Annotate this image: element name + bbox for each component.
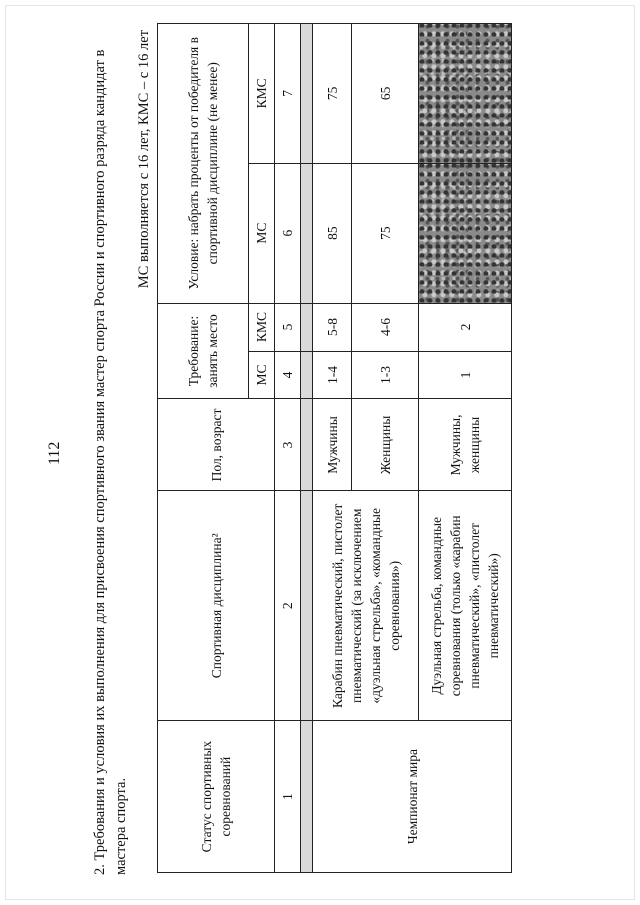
section-heading: 2. Требования и условия их выполнения для присвоения спортивного звания мастер спорта России и спортивного разряда кандидат в мастера спорта. — [92, 49, 129, 875]
header-kms-percent: КМС — [249, 24, 275, 164]
percent-kms-cell: 65 — [352, 24, 419, 164]
column-number-row — [275, 24, 301, 873]
place-ms-cell: 1-3 — [352, 351, 419, 399]
header-discipline: Спортивная дисциплина² — [158, 491, 275, 721]
header-row — [158, 24, 249, 873]
place-ms-cell: 1-4 — [313, 351, 352, 399]
header-percent-condition: Условие: набрать проценты от победителя в спортивной дисциплине (не менее) — [158, 24, 249, 304]
percent-ms-cell: 85 — [313, 163, 352, 303]
separator-cell — [301, 399, 313, 491]
gender-cell: Мужчины — [313, 399, 352, 491]
separator-cell — [301, 351, 313, 399]
separator-cell — [301, 163, 313, 303]
requirements-table — [157, 23, 512, 873]
header-status: Статус спортивных соревнований — [158, 721, 275, 873]
page-number: 112 — [46, 441, 63, 465]
col-number: 6 — [275, 163, 301, 303]
gender-cell: Мужчины, женщины — [419, 399, 512, 491]
table-row — [313, 24, 352, 873]
separator-row — [301, 24, 313, 873]
age-note: МС выполняется с 16 лет, КМС – с 16 лет — [136, 30, 152, 289]
discipline-cell: Карабин пневматический, пистолет пневматический (за исключением «дуэльная стрельба», «командные соревнования») — [313, 491, 419, 721]
status-cell: Чемпионат мира — [313, 721, 512, 873]
col-number: 1 — [275, 721, 301, 873]
header-kms-place: КМС — [249, 303, 275, 351]
separator-cell — [301, 491, 313, 721]
header-gender-age: Пол, возраст — [158, 399, 275, 491]
col-number: 2 — [275, 491, 301, 721]
separator-cell — [301, 24, 313, 164]
place-kms-cell: 5-8 — [313, 303, 352, 351]
header-ms-percent: МС — [249, 163, 275, 303]
percent-kms-cell-hatched — [419, 24, 512, 164]
percent-ms-cell: 75 — [352, 163, 419, 303]
place-ms-cell: 1 — [419, 351, 512, 399]
percent-kms-cell: 75 — [313, 24, 352, 164]
discipline-cell: Дуэльная стрельба, командные соревнования (только «карабин пневматический», «пистолет пневматический») — [419, 491, 512, 721]
gender-cell: Женщины — [352, 399, 419, 491]
separator-cell — [301, 721, 313, 873]
col-number: 4 — [275, 351, 301, 399]
separator-cell — [301, 303, 313, 351]
col-number: 5 — [275, 303, 301, 351]
header-ms-place: МС — [249, 351, 275, 399]
percent-ms-cell-hatched — [419, 163, 512, 303]
col-number: 7 — [275, 24, 301, 164]
place-kms-cell: 4-6 — [352, 303, 419, 351]
header-place-requirement: Требование: занять место — [158, 303, 249, 399]
col-number: 3 — [275, 399, 301, 491]
place-kms-cell: 2 — [419, 303, 512, 351]
